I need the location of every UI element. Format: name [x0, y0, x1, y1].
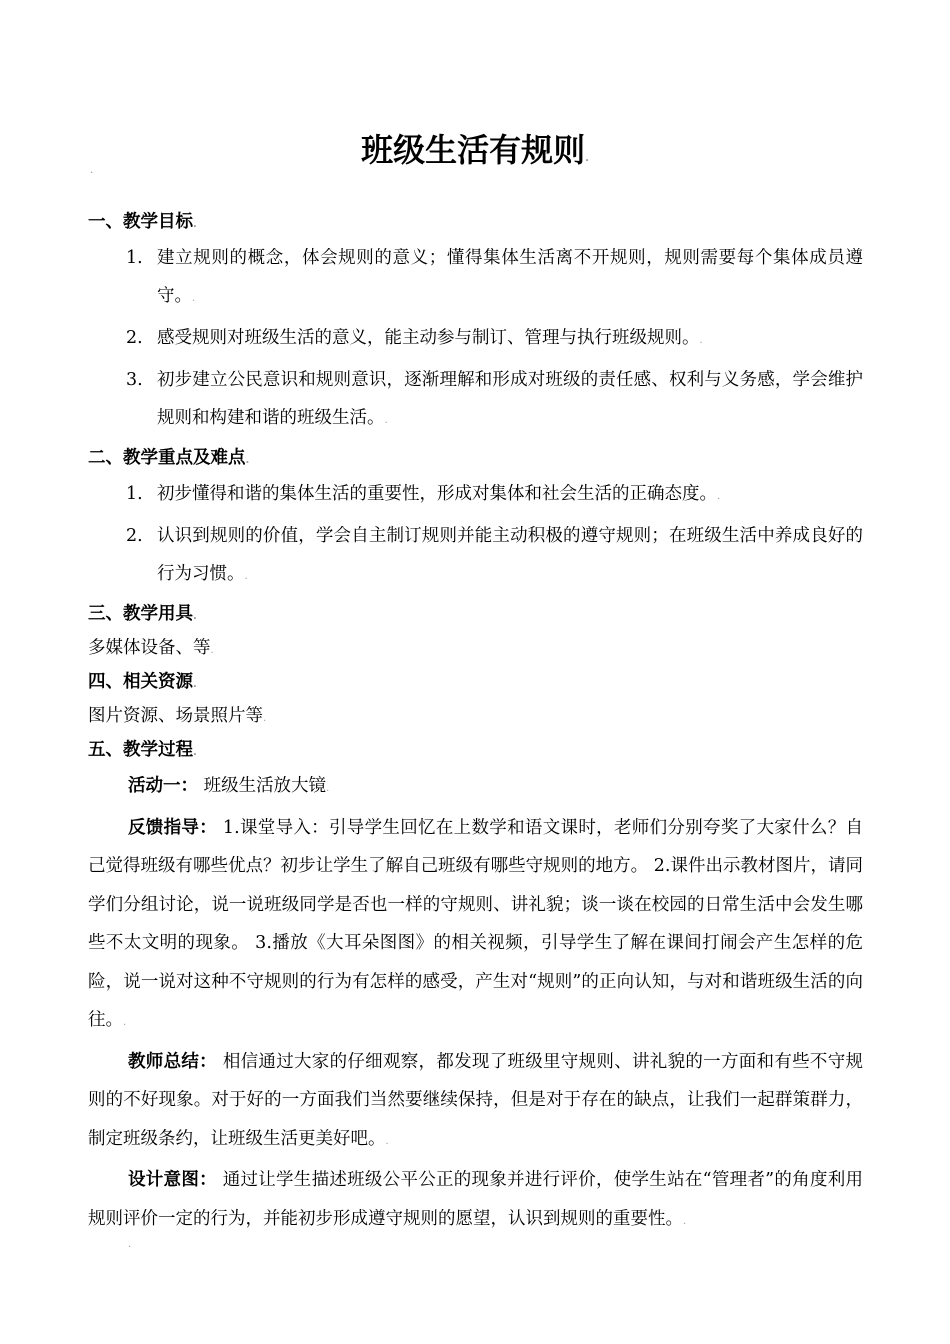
list-item: 3. 初步建立公民意识和规则意识，逐渐理解和形成对班级的责任感、权利与义务感，学会维护规则和构建和谐的班级生活。. — [126, 370, 863, 428]
paragraph-mark: · — [128, 1242, 132, 1253]
title-text: 班级生活有规则 — [361, 131, 586, 169]
list-item: 1. 初步懂得和谐的集体生活的重要性，形成对集体和社会生活的正确态度。. — [126, 484, 721, 504]
list-item: 2. 认识到规则的价值，学会自主制订规则并能主动积极的遵守规则；在班级生活中养成良好的行为习惯。. — [126, 526, 863, 584]
section-heading-resources: 四、相关资源. — [88, 672, 197, 692]
feedback-paragraph: 反馈指导： 1.课堂导入：引导学生回忆在上数学和语文课时，老师们分别夸奖了大家什么？自己觉得班级有哪些优点？初步让学生了解自己班级有哪些守规则的地方。 2.课件出示教材图片，请同学们分组讨论，说一说班级同学是否也一样的守规则、讲礼貌；谈一谈在校园的日常生活中会发生哪些不太文明的现象。 3.播放《大耳朵图图》的相关视频，引导学生了解在课间打闹会产生怎样的危险，说一说对这种不守规则的行为有怎样的感受，产生对“规则”的正向认知，与对和谐班级生活的向往。. — [88, 817, 864, 1030]
section-heading-process: 五、教学过程. — [88, 740, 197, 760]
document-body — [88, 205, 863, 1255]
section-heading-goals: 一、教学目标. — [88, 212, 197, 232]
activity-paragraph: 活动一： 班级生活放大镜. — [128, 776, 330, 796]
list-item: 2. 感受规则对班级生活的意义，能主动参与制订、管理与执行班级规则。. — [126, 328, 703, 348]
section-text-resources: 图片资源、场景照片等. — [88, 706, 267, 726]
list-item: 1. 建立规则的概念，体会规则的意义；懂得集体生活离不开规则，规则需要每个集体成员遵守。. — [126, 248, 863, 306]
section-heading-keypoints: 二、教学重点及难点. — [88, 448, 250, 468]
section-heading-tools: 三、教学用具. — [88, 604, 197, 624]
paragraph-mark: · — [90, 168, 94, 179]
summary-paragraph: 教师总结： 相信通过大家的仔细观察，都发现了班级里守规则、讲礼貌的一方面和有些不守规则的不好现象。对于好的一方面我们当然要继续保持，但是对于存在的缺点，让我们一起群策群力，制定班级条约，让班级生活更美好吧。. — [88, 1051, 864, 1149]
design-paragraph: 设计意图： 通过让学生描述班级公平公正的现象并进行评价，使学生站在“管理者”的角度利用规则评价一定的行为，并能初步形成遵守规则的愿望，认识到规则的重要性。. — [88, 1170, 864, 1229]
section-text-tools: 多媒体设备、等. — [88, 638, 214, 658]
document-title: 班级生活有规则. — [361, 131, 589, 169]
